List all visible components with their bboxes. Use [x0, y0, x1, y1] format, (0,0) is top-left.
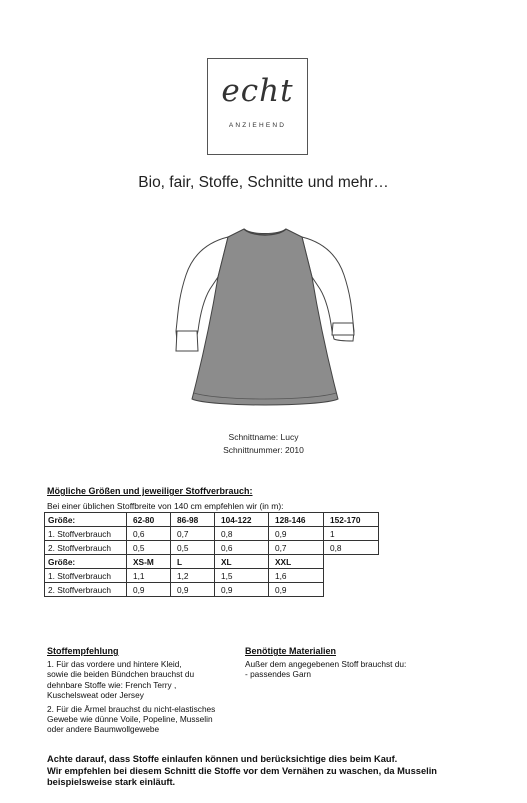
text-line: - passendes Garn [245, 669, 311, 680]
table-cell: 0,6 [127, 527, 171, 541]
table-cell: 0,5 [171, 541, 215, 555]
table-cell: 86-98 [171, 513, 215, 527]
table-cell: 1 [324, 527, 379, 541]
table-cell: 0,7 [171, 527, 215, 541]
table-cell: 152-170 [324, 513, 379, 527]
table-cell: 0,8 [324, 541, 379, 555]
table-cell: 0,8 [215, 527, 269, 541]
table-cell: 0,9 [269, 527, 324, 541]
table-cell: 0,5 [127, 541, 171, 555]
text-line: 1. Für das vordere und hintere Kleid, [47, 659, 182, 669]
table-cell: 1. Stoffverbrauch [45, 569, 127, 583]
left-cuff [176, 331, 198, 351]
table-cell: 62-80 [127, 513, 171, 527]
empty-cell [324, 583, 379, 597]
text-line: Gewebe wie dünne Voile, Popeline, Musselin [47, 714, 213, 725]
table-cell: 0,6 [215, 541, 269, 555]
brand-logo [207, 58, 308, 155]
table-cell: XS-M [127, 555, 171, 569]
pattern-number: Schnittnummer: 2010 [223, 445, 304, 455]
pattern-name: Schnittname: Lucy [228, 432, 299, 442]
text-line: dehnbare Stoffe wie: French Terry , [47, 679, 177, 690]
table-cell: 1,5 [215, 569, 269, 583]
empty-cell [324, 555, 379, 569]
table-cell: 1,1 [127, 569, 171, 583]
text-line: 2. Für die Ärmel brauchst du nicht-elastisches [47, 703, 216, 714]
note-line: Wir empfehlen bei diesem Schnitt die Stoffe vor dem Vernähen zu waschen, da Musselin [47, 765, 437, 776]
table-row [45, 569, 379, 583]
size-table [44, 512, 379, 597]
table-cell: 0,9 [127, 583, 171, 597]
table-cell: 104-122 [215, 513, 269, 527]
logo-script-text: echt [221, 73, 294, 109]
sizes-intro: Bei einer üblichen Stoffbreite von 140 cm empfehlen wir (in m): [47, 501, 284, 511]
materials-text [245, 659, 406, 680]
table-row [45, 583, 379, 597]
text-line: oder andere Baumwollgewebe [47, 724, 160, 735]
table-cell: 2. Stoffverbrauch [45, 541, 127, 555]
table-row [45, 513, 379, 527]
table-cell: 0,9 [215, 583, 269, 597]
fabric-text [47, 659, 215, 738]
table-row [45, 541, 379, 555]
table-cell: 128-146 [269, 513, 324, 527]
table-cell: 0,7 [269, 541, 324, 555]
table-cell: 1. Stoffverbrauch [45, 527, 127, 541]
table-cell: XL [215, 555, 269, 569]
table-cell: Größe: [45, 555, 127, 569]
empty-cell [324, 569, 379, 583]
table-cell: 1,2 [171, 569, 215, 583]
table-cell: 1,6 [269, 569, 324, 583]
fabric-heading: Stoffempfehlung [47, 646, 119, 656]
note-line: beispielsweise stark einläuft. [47, 777, 176, 788]
dress-illustration [160, 223, 370, 413]
text-line: Außer dem angegebenen Stoff brauchst du: [245, 659, 407, 669]
tagline: Bio, fair, Stoffe, Schnitte und mehr… [138, 174, 389, 191]
right-cuff [332, 323, 354, 335]
sizes-heading: Mögliche Größen und jeweiliger Stoffverbrauch: [47, 486, 253, 496]
table-cell: 0,9 [171, 583, 215, 597]
table-cell: Größe: [45, 513, 127, 527]
table-cell: L [171, 555, 215, 569]
fabric-item-1 [47, 659, 215, 701]
text-line: sowie die beiden Bündchen brauchst du [47, 669, 195, 680]
table-cell: XXL [269, 555, 324, 569]
washing-note [47, 754, 437, 789]
table-row [45, 555, 379, 569]
text-line: Kuschelsweat oder Jersey [47, 690, 144, 701]
materials-heading: Benötigte Materialien [245, 646, 337, 656]
table-cell: 0,9 [269, 583, 324, 597]
table-cell: 2. Stoffverbrauch [45, 583, 127, 597]
logo-subtitle: ANZIEHEND [228, 122, 287, 129]
note-line: Achte darauf, dass Stoffe einlaufen können und berücksichtige dies beim Kauf. [47, 754, 398, 764]
fabric-item-2 [47, 704, 215, 735]
table-row [45, 527, 379, 541]
